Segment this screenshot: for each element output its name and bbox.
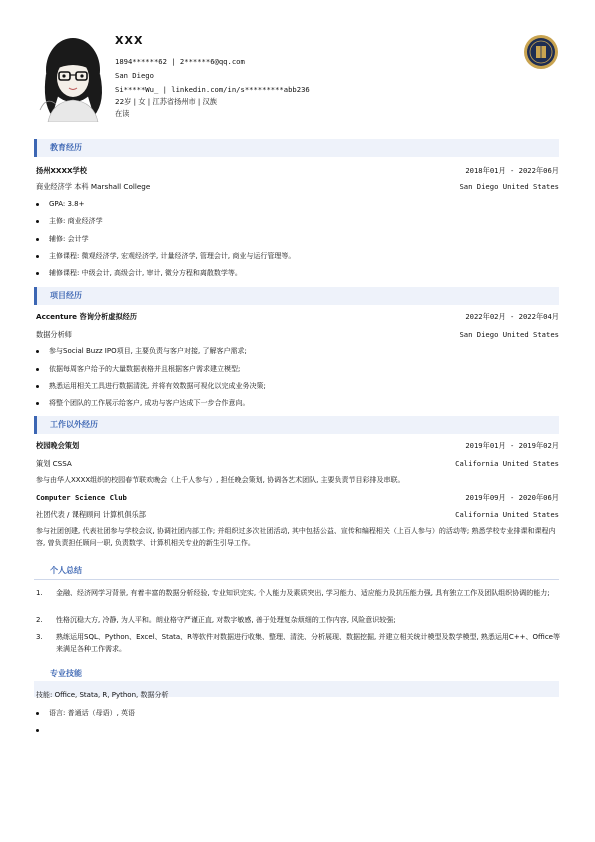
degree-line: 商业经济学 本科 Marshall College [36, 182, 151, 191]
section-title: 工作以外经历 [50, 420, 98, 429]
personal-info-line: 22岁 | 女 | 江苏省扬州市 | 汉族 [115, 97, 217, 106]
section-title: 个人总结 [50, 566, 82, 575]
activity-role: 策划 CSSA [36, 459, 72, 468]
section-accent [34, 139, 37, 157]
activity-row [36, 493, 559, 503]
activity-dates: 2019年01月 - 2019年02月 [465, 441, 559, 450]
candidate-name: XXX [115, 34, 144, 47]
activity-name: 校园晚会策划 [36, 441, 80, 450]
activity-role-row [36, 510, 559, 520]
school-location: San Diego United States [459, 182, 559, 191]
section-project [34, 287, 559, 305]
activity-row [36, 441, 559, 451]
section-title: 项目经历 [50, 291, 82, 300]
activity-role-row [36, 459, 559, 469]
activity-description: 参与社团创建, 代表社团参与学校会议, 协调社团内部工作; 并组织过多次社团活动, 其中包括公益、宣传和编程相关（上百人参与）的活动等; 熟悉学校专业排课和课程内容, 曾负责担任顾问一职, 负责数学、计算机相关专业的新生引导工作。 [36, 527, 556, 547]
school-seal-icon [523, 34, 559, 70]
section-divider [34, 579, 559, 580]
education-school-row [36, 166, 559, 176]
school-dates: 2018年01月 - 2022年06月 [465, 166, 559, 175]
project-role: 数据分析师 [36, 330, 72, 339]
project-role-row [36, 330, 559, 340]
profile-photo [32, 30, 114, 122]
section-title: 教育经历 [50, 143, 82, 152]
activity-description: 参与由华人XXXX组织的校园春节联欢晚会（上千人参与）, 担任晚会策划, 协调各艺术团队, 主要负责节目彩排及串联。 [36, 476, 405, 484]
activity-role: 社团代表 / 课程顾问 计算机俱乐部 [36, 510, 146, 519]
education-degree-row [36, 182, 559, 192]
project-name: Accenture 咨询分析虚拟经历 [36, 312, 138, 321]
activity-location: California United States [455, 459, 559, 468]
section-title: 专业技能 [50, 669, 82, 678]
section-extracurricular [34, 416, 559, 434]
project-dates: 2022年02月 - 2022年04月 [465, 312, 559, 321]
section-education [34, 139, 559, 157]
city: San Diego [115, 71, 154, 80]
section-accent [34, 416, 37, 434]
activity-location: California United States [455, 510, 559, 519]
school-name: 扬州XXXX学校 [36, 166, 87, 175]
section-accent [34, 287, 37, 305]
study-status: 在读 [115, 109, 130, 118]
social-line: Si*****Wu_ | linkedin.com/in/s*********abb236 [115, 85, 310, 94]
section-summary [34, 562, 559, 580]
project-location: San Diego United States [459, 330, 559, 339]
contact-line: 1894******62 | 2******6@qq.com [115, 57, 245, 66]
activity-dates: 2019年09月 - 2020年06月 [465, 493, 559, 502]
activity-name: Computer Science Club [36, 493, 127, 502]
project-row [36, 312, 559, 322]
